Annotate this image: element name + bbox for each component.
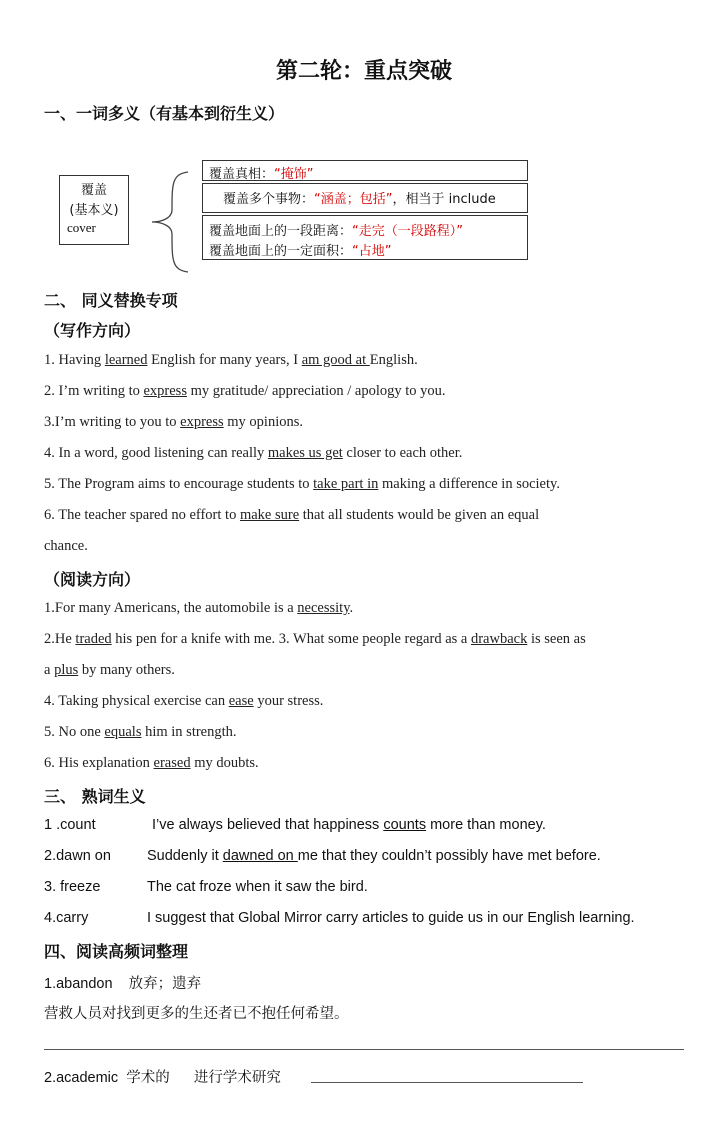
vocab-1-sentence: 营救人员对找到更多的生还者已不抱任何希望。 [44,1006,349,1022]
reading-line-4: 4. Taking physical exercise can ease your stress. [44,693,324,709]
section-2-heading: 二、 同义替换专项 [44,291,178,310]
answer-line-2[interactable] [311,1082,583,1083]
meaning-3: 覆盖地面上的一段距离：“走完（一段路程）” [209,224,463,239]
writing-line-2: 2. I’m writing to express my gratitude/ appreciation / apology to you. [44,383,446,399]
section-1-heading: 一、一词多义（有基本到衍生义） [44,104,285,123]
answer-line-1[interactable] [44,1049,684,1050]
meaning-2: 覆盖多个事物：“涵盖；包括”，相当于 include [223,192,496,207]
meaning-box-1 [202,160,528,181]
word-box [59,175,129,245]
familiar-word-4: 4.carry [44,910,89,926]
reading-line-2-cont: a plus by many others. [44,662,175,678]
writing-line-3: 3.I’m writing to you to express my opinions. [44,414,303,430]
meaning-box-3 [202,215,528,260]
familiar-sentence-1: I’ve always believed that happiness counts more than money. [152,817,546,833]
vocab-2: 2.academic 学术的 进行学术研究 [44,1070,281,1086]
writing-line-4: 4. In a word, good listening can really makes us get closer to each other. [44,445,463,461]
english-word: cover [67,220,96,235]
familiar-word-3: 3. freeze [44,879,101,895]
writing-line-6-cont: chance. [44,538,88,554]
page-title: 第二轮：重点突破 [275,59,452,84]
meaning-1: 覆盖真相：“掩饰” [209,167,314,182]
writing-line-1: 1. Having learned English for many years, I am good at English. [44,352,418,368]
section-4-heading: 四、阅读高频词整理 [44,942,189,961]
familiar-word-1: 1 .count [44,817,96,833]
reading-line-5: 5. No one equals him in strength. [44,724,237,740]
writing-line-6: 6. The teacher spared no effort to make sure that all students would be given an equal [44,507,540,523]
vocab-1: 1.abandon 放弃；遗弃 [44,976,202,992]
section-3-heading: 三、 熟词生义 [44,787,146,806]
familiar-word-2: 2.dawn on [44,848,111,864]
basic-meaning: (基本义) [69,203,119,218]
familiar-sentence-2: Suddenly it dawned on me that they couldn’t possibly have met before. [147,848,601,864]
word-text: 覆盖 [80,183,107,198]
meaning-box-2 [202,183,528,213]
reading-line-2: 2.He traded his pen for a knife with me. 3. What some people regard as a drawback is seen as [44,631,586,647]
writing-line-5: 5. The Program aims to encourage students to take part in making a difference in society. [44,476,560,492]
writing-subheading: （写作方向） [44,321,141,340]
familiar-sentence-3: The cat froze when it saw the bird. [147,879,368,895]
familiar-sentence-4: I suggest that Global Mirror carry articles to guide us in our English learning. [147,910,635,926]
brace-icon [148,170,198,274]
meaning-4: 覆盖地面上的一定面积：“占地” [209,244,392,259]
reading-line-6: 6. His explanation erased my doubts. [44,755,259,771]
reading-subheading: （阅读方向） [44,570,141,589]
reading-line-1: 1.For many Americans, the automobile is a necessity. [44,600,354,616]
